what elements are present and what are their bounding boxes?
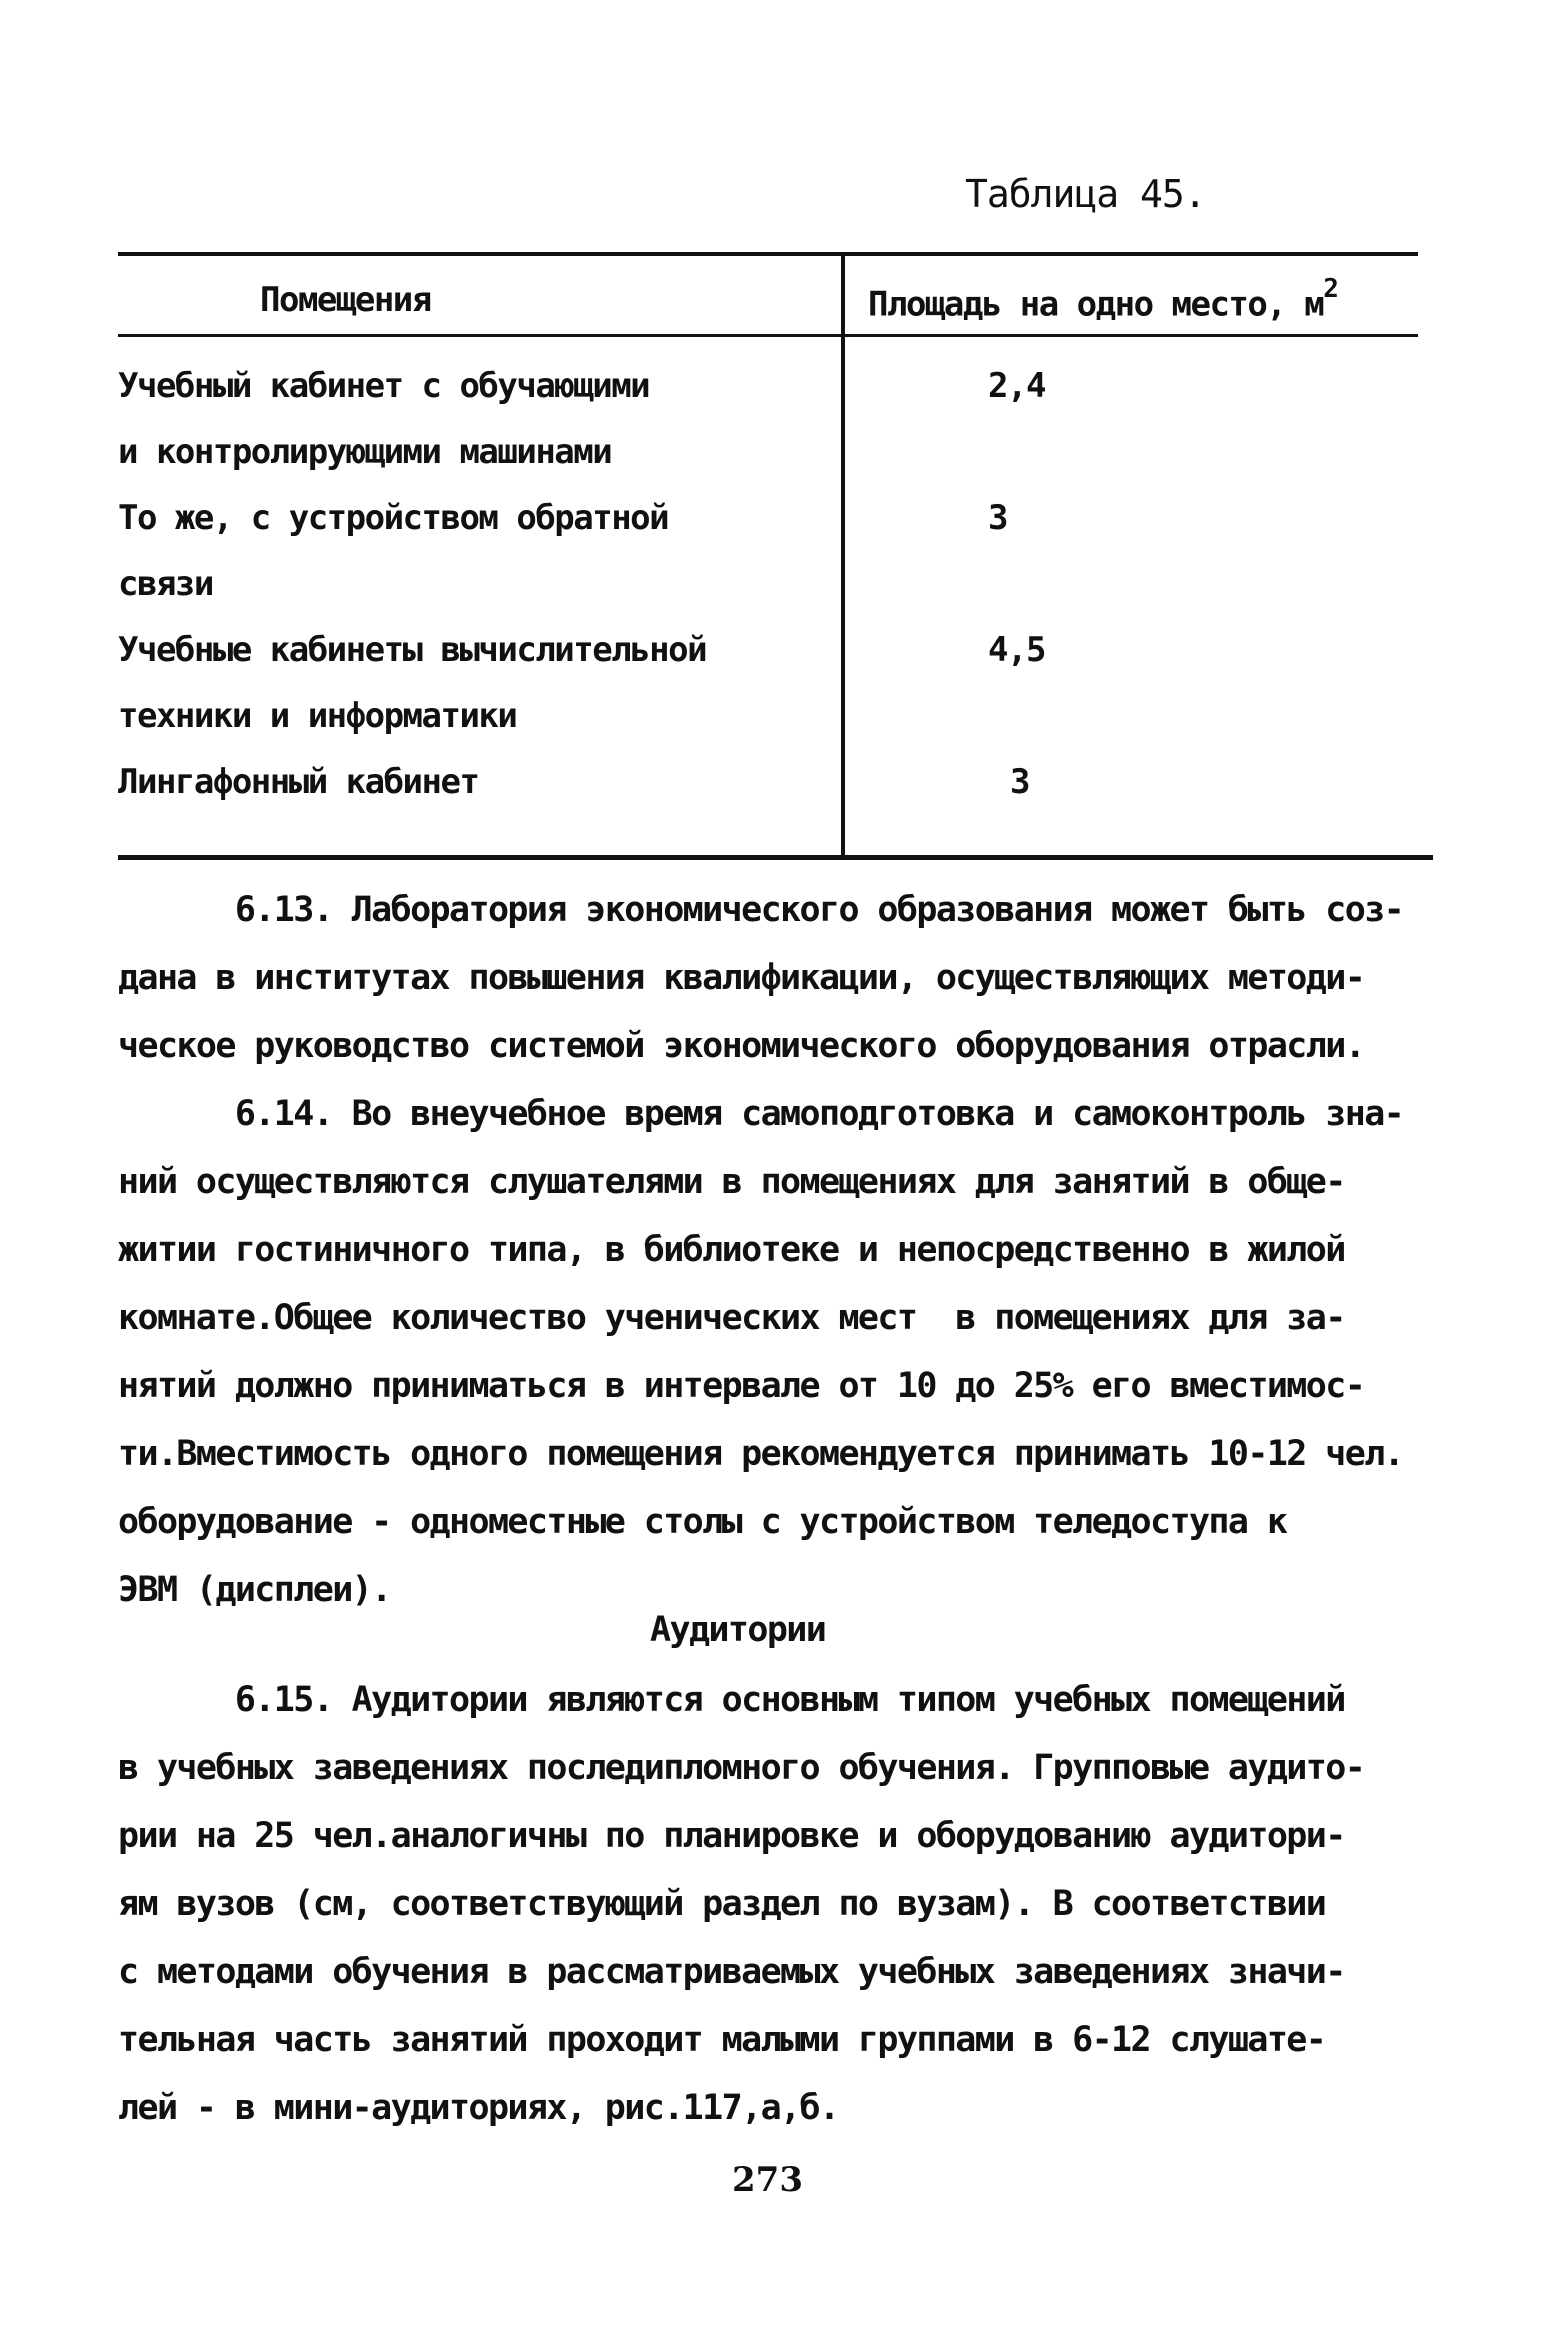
page-number: 273 bbox=[732, 2160, 803, 2200]
paragraph-line: тельная часть занятий проходит малыми группами в 6-12 слушате- bbox=[118, 2020, 1326, 2060]
table-row-1-name-line-1: Учебный кабинет с обучающими bbox=[118, 366, 650, 406]
table-header-area-label: Площадь на одно место, м bbox=[868, 284, 1324, 325]
paragraph-line: ям вузов (см, соответствующий раздел по вузам). В соответствии bbox=[118, 1884, 1326, 1924]
table-header-rooms: Помещения bbox=[260, 280, 431, 320]
paragraph-line: ческое руководство системой экономического оборудования отрасли. bbox=[118, 1026, 1365, 1066]
table-row-1-name-line-2: и контролирующими машинами bbox=[118, 432, 612, 472]
paragraph-line: 6.15. Аудитории являются основным типом учебных помещений bbox=[118, 1680, 1345, 1720]
table-header-area-unit-sup: 2 bbox=[1323, 274, 1338, 304]
paragraph-line: нятий должно приниматься в интервале от 10 до 25% его вместимос- bbox=[118, 1366, 1365, 1406]
table-row-3-name-line-2: техники и информатики bbox=[118, 696, 517, 736]
paragraph-line: с методами обучения в рассматриваемых учебных заведениях значи- bbox=[118, 1952, 1345, 1992]
table-bottom-rule bbox=[118, 855, 1433, 860]
table-row-2-value: 3 bbox=[988, 498, 1007, 538]
paragraph-line: 6.14. Во внеучебное время самоподготовка и самоконтроль зна- bbox=[118, 1094, 1404, 1134]
table-row-3-name-line-1: Учебные кабинеты вычислительной bbox=[118, 630, 707, 670]
table-row-1-value: 2,4 bbox=[988, 366, 1045, 406]
section-heading-auditorii: Аудитории bbox=[650, 1610, 826, 1650]
paragraph-line: в учебных заведениях последипломного обучения. Групповые аудито- bbox=[118, 1748, 1365, 1788]
paragraph-6-14 bbox=[118, 1080, 1448, 1624]
paragraph-line: комнате.Общее количество ученических мест в помещениях для за- bbox=[118, 1298, 1345, 1338]
paragraph-line: оборудование - одноместные столы с устройством теледоступа к bbox=[118, 1502, 1287, 1542]
paragraph-line: ний осуществляются слушателями в помещениях для занятий в обще- bbox=[118, 1162, 1345, 1202]
table-row-2-name-line-2: связи bbox=[118, 564, 213, 604]
table-header-area bbox=[868, 274, 1338, 325]
table-row-4-value: 3 bbox=[1010, 762, 1029, 802]
paragraph-line: дана в институтах повышения квалификации, осуществляющих методи- bbox=[118, 958, 1365, 998]
table-column-divider bbox=[841, 252, 845, 858]
paragraph-line: ти.Вместимость одного помещения рекомендуется принимать 10-12 чел. bbox=[118, 1434, 1404, 1474]
paragraph-6-13 bbox=[118, 876, 1448, 1080]
paragraph-line: 6.13. Лаборатория экономического образования может быть соз- bbox=[118, 890, 1404, 930]
table-row-4-name-line-1: Лингафонный кабинет bbox=[118, 762, 479, 802]
table-top-rule bbox=[118, 252, 1418, 256]
table-caption: Таблица 45. bbox=[965, 172, 1206, 216]
paragraph-line: ЭВМ (дисплеи). bbox=[118, 1570, 391, 1610]
paragraph-line: житии гостиничного типа, в библиотеке и непосредственно в жилой bbox=[118, 1230, 1345, 1270]
paragraph-line: лей - в мини-аудиториях, рис.117,а,б. bbox=[118, 2088, 839, 2128]
table-row-2-name-line-1: То же, с устройством обратной bbox=[118, 498, 669, 538]
paragraph-6-15 bbox=[118, 1666, 1448, 2142]
paragraph-line: рии на 25 чел.аналогичны по планировке и оборудованию аудитори- bbox=[118, 1816, 1345, 1856]
table-header-rule bbox=[118, 334, 1418, 337]
table-row-3-value: 4,5 bbox=[988, 630, 1045, 670]
